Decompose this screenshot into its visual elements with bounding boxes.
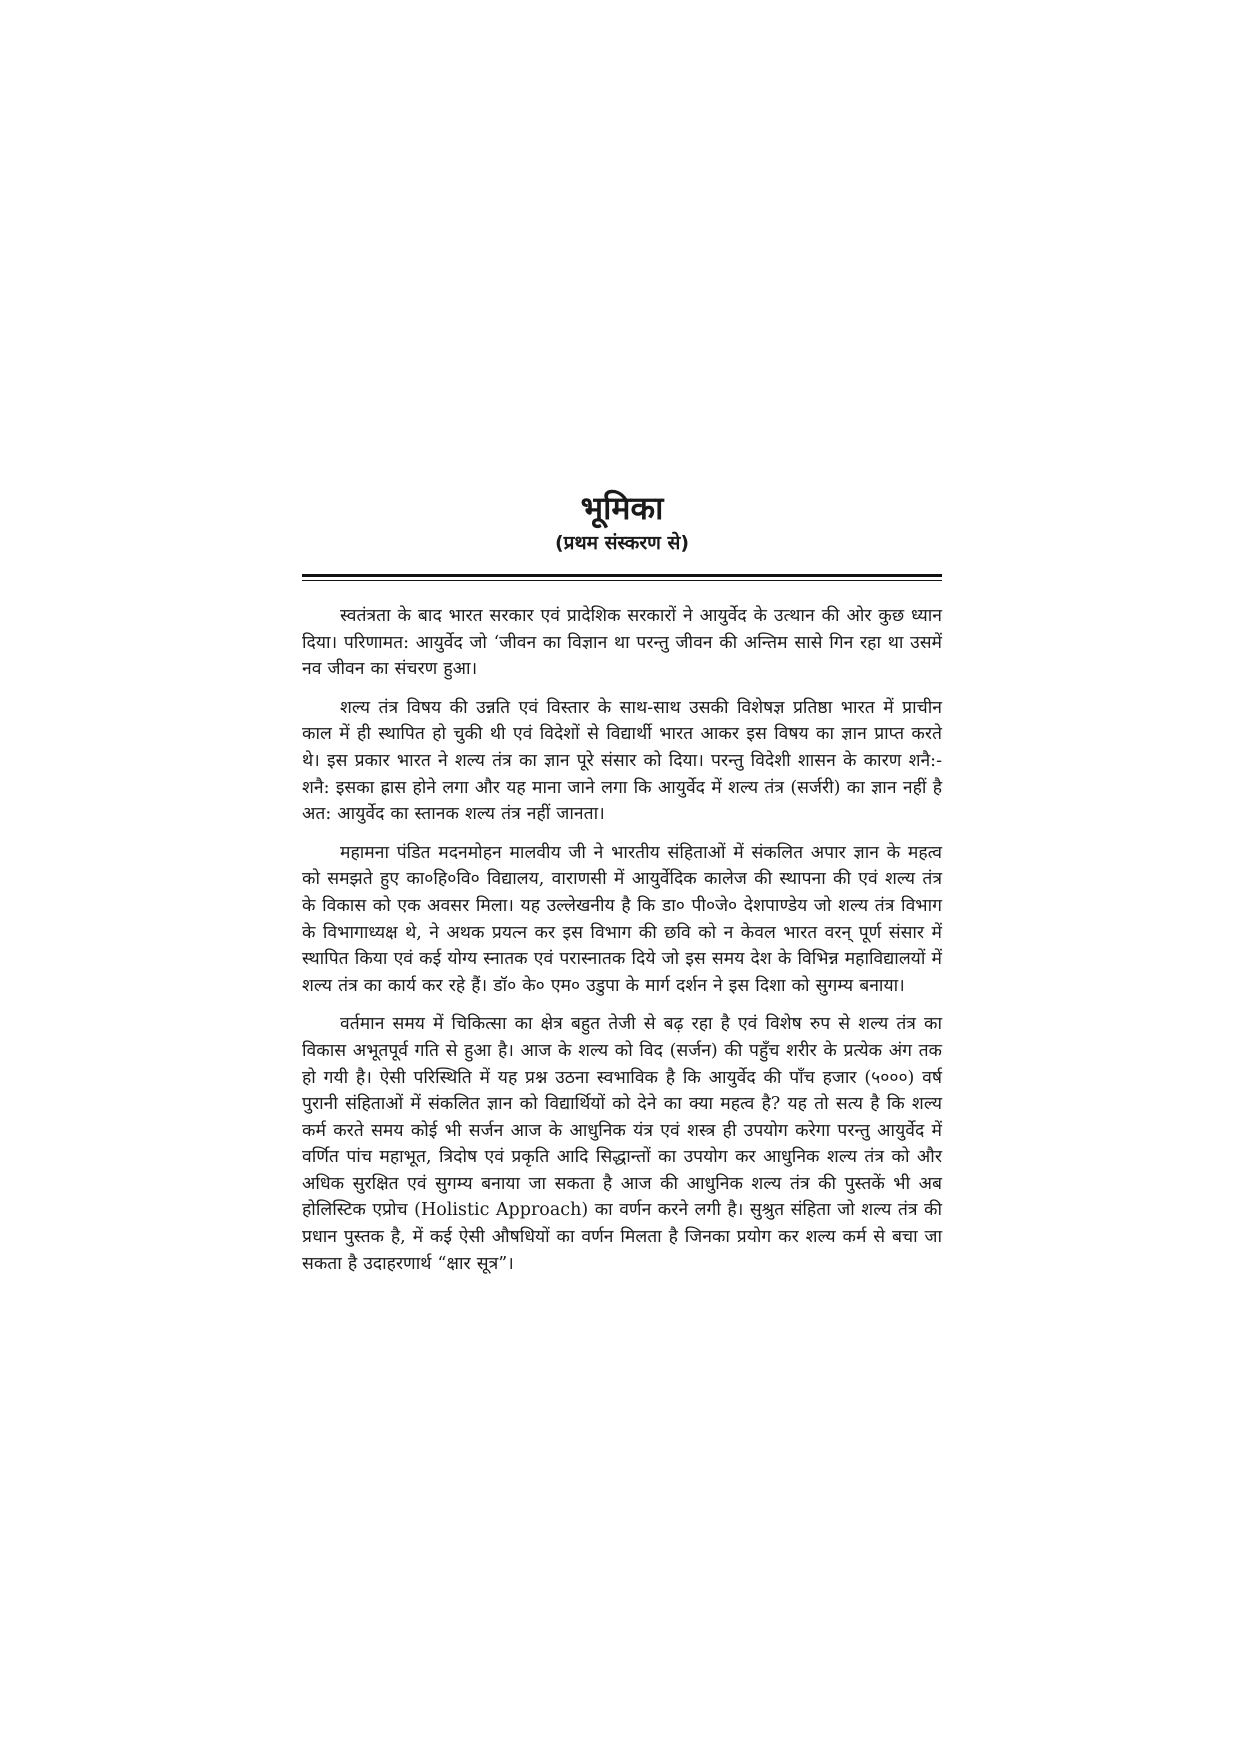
heading-block [302,488,942,556]
paragraph-2: शल्य तंत्र विषय की उन्नति एवं विस्तार के साथ-साथ उसकी विशेषज्ञ प्रतिष्ठा भारत में प्राचीन काल में ही स्थापित हो चुकी थी एवं विदेशों से विद्यार्थी भारत आकर इस विषय का ज्ञान प्राप्त करते थे। इस प्रकार भारत ने शल्य तंत्र का ज्ञान पूरे संसार को दिया। परन्तु विदेशी शासन के कारण शनै:-शनै: इसका ह्रास होने लगा और यह माना जाने लगा कि आयुर्वेद में शल्य तंत्र (सर्जरी) का ज्ञान नहीं है अत: आयुर्वेद का स्तानक शल्य तंत्र नहीं जानता। [302,697,942,825]
paragraph-3: महामना पंडित मदनमोहन मालवीय जी ने भारतीय संहिताओं में संकलित अपार ज्ञान के महत्व को समझते हुए का०हि०वि० विद्यालय, वाराणसी में आयुर्वेदिक कालेज की स्थापना की एवं शल्य तंत्र के विकास को एक अवसर मिला। यह उल्लेखनीय है कि डा० पी०जे० देशपाण्डेय जो शल्य तंत्र विभाग के विभागाध्यक्ष थे, ने अथक प्रयत्न कर इस विभाग की छवि को न केवल भारत वरन् पूर्ण संसार में स्थापित किया एवं कई योग्य स्नातक एवं परास्नातक दिये जो इस समय देश के विभिन्न महाविद्यालयों में शल्य तंत्र का कार्य कर रहे हैं। डॉ० के० एम० उडुपा के मार्ग दर्शन ने इस दिशा को सुगम्य बनाया। [302,842,942,996]
heading-rule-thick [302,574,942,577]
body-text [302,603,942,1277]
paragraph-4: वर्तमान समय में चिकित्सा का क्षेत्र बहुत तेजी से बढ़ रहा है एवं विशेष रुप से शल्य तंत्र का विकास अभूतपूर्व गति से हुआ है। आज के शल्य को विद (सर्जन) की पहुँच शरीर के प्रत्येक अंग तक हो गयी है। ऐसी परिस्थिति में यह प्रश्न उठना स्वभाविक है कि आयुर्वेद की पाँच हजार (५०००) वर्ष पुरानी संहिताओं में संकलित ज्ञान को विद्यार्थियों को देने का क्या महत्व है? यह तो सत्य है कि शल्य कर्म करते समय कोई भी सर्जन आज के आधुनिक यंत्र एवं शस्त्र ही उपयोग करेगा परन्तु आयुर्वेद में वर्णित पांच महाभूत, त्रिदोष एवं प्रकृति आदि सिद्धान्तों का उपयोग कर आधुनिक शल्य तंत्र को और अधिक सुरक्षित एवं सुगम्य बनाया जा सकता है आज की आधुनिक शल्य तंत्र की पुस्तकें भी अब होलिस्टिक एप्रोच (Holistic Approach) का वर्णन करने लगी है। सुश्रुत संहिता जो शल्य तंत्र की प्रधान पुस्तक है, में कई ऐसी औषधियों का वर्णन मिलता है जिनका प्रयोग कर शल्य कर्म से बचा जा सकता है उदाहरणार्थ “क्षार सूत्र”। [302,1014,942,1274]
page-title: भूमिका [580,489,664,527]
page-content [302,488,942,1289]
heading-rule-thin [302,580,942,581]
paragraph-1: स्वतंत्रता के बाद भारत सरकार एवं प्रादेशिक सरकारों ने आयुर्वेद के उत्थान की ओर कुछ ध्यान दिया। परिणामत: आयुर्वेद जो ‘जीवन का विज्ञान था परन्तु जीवन की अन्तिम सासे गिन रहा था उसमें नव जीवन का संचरण हुआ। [302,606,942,680]
page-subtitle: (प्रथम संस्करण से) [554,532,690,554]
